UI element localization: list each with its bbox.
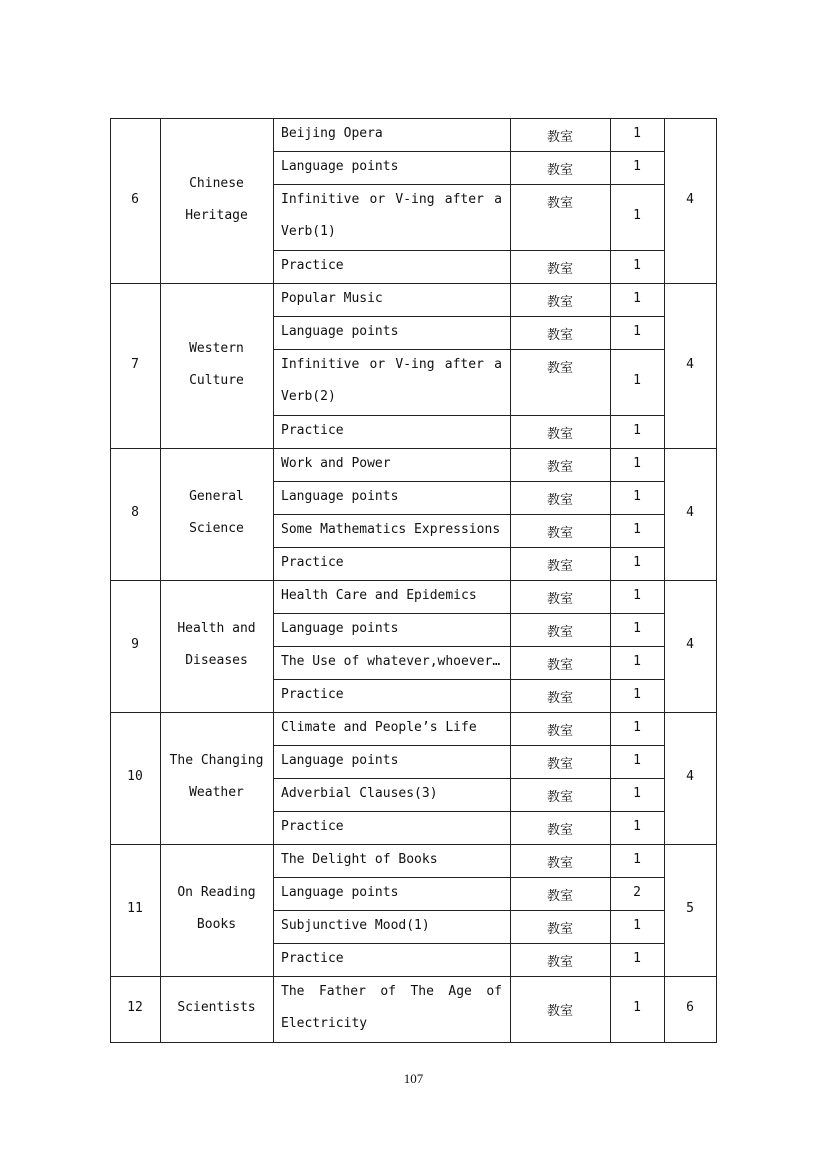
grid-line [610, 118, 611, 284]
lesson-topic [281, 357, 502, 372]
lesson-topic: Practice [281, 818, 344, 834]
grid-line [273, 547, 665, 548]
lesson-place: 教室 [546, 789, 574, 805]
lesson-place: 教室 [546, 294, 574, 310]
unit-title: Science [189, 521, 244, 536]
unit-total-hours: 5 [686, 901, 694, 916]
lesson-place: 教室 [546, 756, 574, 772]
grid-line [273, 118, 274, 284]
grid-line [664, 283, 665, 449]
lesson-place: 教室 [546, 558, 574, 574]
grid-line [160, 580, 161, 713]
grid-line [273, 184, 665, 185]
grid-line [273, 646, 665, 647]
lesson-topic: Language points [281, 884, 399, 900]
lesson-topic: Practice [281, 686, 344, 702]
grid-line [273, 811, 665, 812]
grid-line [273, 679, 665, 680]
grid-line [716, 712, 717, 845]
lesson-place: 教室 [546, 361, 574, 376]
lesson-hours: 1 [633, 1000, 641, 1015]
grid-line [610, 283, 611, 449]
grid-line [273, 514, 665, 515]
unit-total-hours: 4 [686, 356, 694, 372]
grid-line [110, 712, 717, 713]
lesson-topic-word: Age [448, 984, 472, 999]
lesson-place: 教室 [546, 426, 574, 442]
lesson-place: 教室 [546, 954, 574, 970]
unit-number: 8 [131, 505, 139, 520]
grid-line [716, 844, 717, 977]
grid-line [510, 448, 511, 581]
lesson-hours: 1 [633, 851, 641, 867]
grid-line [716, 580, 717, 713]
lesson-hours: 1 [633, 373, 641, 388]
grid-line [510, 844, 511, 977]
lesson-place: 教室 [546, 888, 574, 904]
lesson-place: 教室 [546, 690, 574, 706]
lesson-topic: The Use of whatever,whoever… [281, 653, 501, 669]
grid-line [273, 877, 665, 878]
grid-line [273, 448, 274, 581]
grid-line [160, 712, 161, 845]
grid-line [273, 613, 665, 614]
unit-number: 11 [127, 901, 143, 916]
lesson-topic-word: The [410, 984, 434, 999]
lesson-place: 教室 [546, 162, 574, 178]
unit-number: 9 [131, 637, 139, 652]
grid-line [110, 976, 111, 1043]
lesson-topic: Beijing Opera [281, 125, 383, 141]
grid-line [510, 712, 511, 845]
lesson-topic-word: or [369, 357, 386, 372]
grid-line [610, 580, 611, 713]
lesson-hours: 1 [633, 422, 641, 438]
grid-line [110, 118, 111, 284]
lesson-topic: Language points [281, 323, 399, 339]
lesson-place: 教室 [546, 196, 574, 211]
lesson-place: 教室 [546, 921, 574, 937]
lesson-place: 教室 [546, 723, 574, 739]
grid-line [716, 283, 717, 449]
grid-line [110, 712, 111, 845]
grid-line [110, 844, 111, 977]
grid-line [160, 118, 161, 284]
lesson-topic-word: The [281, 984, 305, 999]
grid-line [664, 976, 665, 1043]
lesson-topic: Verb(2) [281, 389, 336, 404]
grid-line [273, 745, 665, 746]
grid-line [510, 118, 511, 284]
lesson-topic: Climate and People’s Life [281, 719, 477, 735]
grid-line [110, 976, 717, 977]
grid-line [110, 283, 111, 449]
lesson-topic: Popular Music [281, 290, 383, 306]
grid-line [110, 283, 717, 284]
lesson-topic: Health Care and Epidemics [281, 587, 477, 603]
lesson-topic: Practice [281, 950, 344, 966]
unit-title: Scientists [177, 1000, 256, 1015]
lesson-topic: Verb(1) [281, 224, 336, 239]
grid-line [160, 976, 161, 1043]
grid-line [610, 448, 611, 581]
lesson-hours: 1 [633, 587, 641, 603]
grid-line [273, 976, 274, 1043]
grid-line [273, 481, 665, 482]
grid-line [110, 448, 717, 449]
grid-line [510, 976, 511, 1043]
unit-title: Health and [177, 621, 256, 636]
unit-title: Books [196, 917, 237, 932]
lesson-topic-word: after [444, 192, 484, 207]
lesson-hours: 1 [633, 620, 641, 636]
lesson-topic: Some Mathematics Expressions [281, 521, 501, 537]
grid-line [273, 349, 665, 350]
lesson-place: 教室 [546, 1004, 574, 1019]
lesson-topic: The Delight of Books [281, 851, 438, 867]
unit-total-hours: 4 [686, 637, 694, 652]
grid-line [610, 844, 611, 977]
unit-title: Weather [189, 785, 244, 800]
lesson-topic: Adverbial Clauses(3) [281, 785, 438, 801]
lesson-hours: 1 [633, 488, 641, 504]
unit-total-hours: 4 [686, 191, 694, 207]
lesson-topic-word: a [494, 192, 502, 207]
lesson-place: 教室 [546, 261, 574, 277]
grid-line [273, 844, 274, 977]
grid-line [664, 844, 665, 977]
lesson-place: 教室 [546, 525, 574, 541]
lesson-hours: 1 [633, 950, 641, 966]
lesson-place: 教室 [546, 459, 574, 475]
lesson-topic-word: or [369, 192, 386, 207]
grid-line [610, 976, 611, 1043]
grid-line [110, 844, 717, 845]
lesson-hours: 1 [633, 818, 641, 834]
grid-line [664, 580, 665, 713]
grid-line [716, 118, 717, 284]
grid-line [110, 580, 717, 581]
page-number: 107 [403, 1071, 424, 1086]
unit-title: Heritage [185, 207, 248, 223]
lesson-hours: 1 [633, 290, 641, 306]
grid-line [664, 448, 665, 581]
lesson-topic: Practice [281, 422, 344, 438]
unit-number: 6 [131, 191, 139, 207]
grid-line [273, 250, 665, 251]
lesson-place: 教室 [546, 591, 574, 607]
lesson-topic [281, 984, 502, 999]
lesson-topic-word: V-ing [395, 357, 435, 372]
lesson-topic: Language points [281, 752, 399, 768]
lesson-hours: 2 [633, 884, 641, 900]
lesson-topic: Electricity [281, 1016, 368, 1031]
lesson-hours: 1 [633, 686, 641, 702]
lesson-place: 教室 [546, 822, 574, 838]
lesson-topic-word: Father [318, 984, 366, 999]
grid-line [110, 1042, 717, 1043]
grid-line [273, 415, 665, 416]
lesson-topic [281, 192, 502, 207]
lesson-hours: 1 [633, 719, 641, 735]
lesson-place: 教室 [546, 492, 574, 508]
grid-line [716, 976, 717, 1043]
grid-line [664, 712, 665, 845]
lesson-topic: Subjunctive Mood(1) [281, 917, 430, 933]
lesson-topic-word: V-ing [395, 192, 435, 207]
lesson-topic-word: of [380, 984, 397, 999]
lesson-hours: 1 [633, 917, 641, 933]
lesson-place: 教室 [546, 129, 574, 145]
grid-line [273, 778, 665, 779]
grid-line [160, 283, 161, 449]
lesson-topic-word: Infinitive [281, 357, 360, 372]
unit-title: The Changing [169, 753, 264, 768]
grid-line [273, 151, 665, 152]
unit-title: Diseases [185, 653, 248, 668]
lesson-hours: 1 [633, 554, 641, 570]
lesson-hours: 1 [633, 208, 641, 223]
lesson-hours: 1 [633, 158, 641, 174]
lesson-hours: 1 [633, 323, 641, 339]
schedule-table [110, 118, 716, 1046]
lesson-hours: 1 [633, 752, 641, 768]
unit-title: Culture [189, 372, 244, 388]
grid-line [273, 316, 665, 317]
lesson-hours: 1 [633, 455, 641, 471]
lesson-topic-word: Infinitive [281, 192, 360, 207]
unit-number: 12 [127, 1000, 143, 1015]
lesson-topic: Work and Power [281, 455, 391, 471]
grid-line [273, 910, 665, 911]
lesson-hours: 1 [633, 257, 641, 273]
lesson-hours: 1 [633, 785, 641, 801]
unit-title: Chinese [189, 175, 244, 191]
lesson-topic: Practice [281, 554, 344, 570]
lesson-place: 教室 [546, 327, 574, 343]
lesson-topic-word: after [444, 357, 484, 372]
grid-line [160, 844, 161, 977]
grid-line [110, 118, 717, 119]
grid-line [664, 118, 665, 284]
lesson-topic: Language points [281, 158, 399, 174]
grid-line [716, 448, 717, 581]
lesson-hours: 1 [633, 521, 641, 537]
grid-line [510, 580, 511, 713]
grid-line [610, 712, 611, 845]
unit-title: General [189, 489, 244, 504]
lesson-topic-word: of [486, 984, 502, 999]
grid-line [273, 580, 274, 713]
grid-line [110, 448, 111, 581]
unit-total-hours: 4 [686, 505, 694, 520]
unit-title: Western [189, 340, 244, 356]
lesson-topic: Language points [281, 620, 399, 636]
unit-title: On Reading [177, 885, 256, 900]
grid-line [273, 283, 274, 449]
unit-total-hours: 6 [686, 1000, 694, 1015]
lesson-topic: Language points [281, 488, 399, 504]
grid-line [110, 580, 111, 713]
grid-line [273, 712, 274, 845]
lesson-hours: 1 [633, 653, 641, 669]
unit-number: 7 [131, 356, 139, 372]
lesson-topic: Practice [281, 257, 344, 273]
unit-total-hours: 4 [686, 769, 694, 784]
lesson-place: 教室 [546, 855, 574, 871]
unit-number: 10 [127, 769, 143, 784]
lesson-place: 教室 [546, 657, 574, 673]
lesson-hours: 1 [633, 125, 641, 141]
grid-line [273, 943, 665, 944]
grid-line [510, 283, 511, 449]
lesson-topic-word: a [494, 357, 502, 372]
grid-line [160, 448, 161, 581]
lesson-place: 教室 [546, 624, 574, 640]
